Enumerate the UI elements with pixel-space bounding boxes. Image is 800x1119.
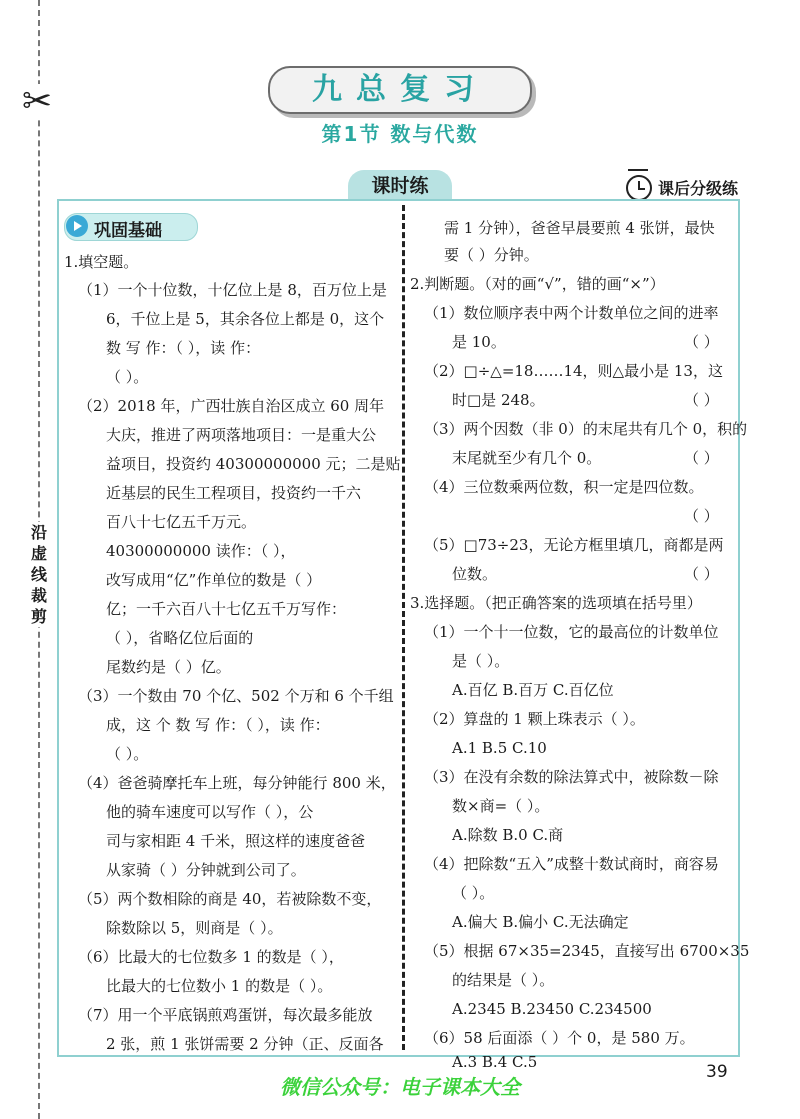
unit-title: 九总复习 bbox=[268, 66, 532, 114]
lesson-practice-tab: 课时练 bbox=[348, 170, 452, 200]
question-line: （2）算盘的 1 颗上珠表示（ ）。 bbox=[424, 710, 645, 728]
question-line: 他的骑车速度可以写作（ ），公 bbox=[106, 803, 314, 821]
question-line: 百八十七亿五千万元。 bbox=[106, 513, 257, 531]
question-line: 司与家相距 4 千米，照这样的速度爸爸 bbox=[106, 832, 366, 850]
question-line: （6）比最大的七位数多 1 的数是（ ）， bbox=[78, 948, 344, 966]
question-line: 数 写 作：（ ），读 作： bbox=[106, 339, 261, 357]
question-line: 比最大的七位数小 1 的数是（ ）。 bbox=[106, 977, 333, 995]
section-title: 第1节 数与代数 bbox=[321, 122, 479, 146]
question-line: 成，这 个 数 写 作：（ ），读 作： bbox=[106, 716, 330, 734]
question-line: （4）三位数乘两位数，积一定是四位数。 bbox=[424, 478, 704, 496]
question-line: 从家骑（ ）分钟就到公司了。 bbox=[106, 861, 306, 879]
question-line: （ ）。 bbox=[452, 884, 495, 902]
question-heading: 3.选择题。（把正确答案的选项填在括号里） bbox=[410, 594, 702, 612]
question-line: 亿；一千六百八十七亿五千万写作： bbox=[106, 600, 347, 618]
question-heading: 2.判断题。（对的画“√”，错的画“×”） bbox=[410, 275, 665, 293]
question-line: （6）58 后面添（ ）个 0，是 580 万。 bbox=[424, 1029, 695, 1047]
cut-text-char: 虚 bbox=[30, 544, 47, 563]
question-line: 2 张，煎 1 张饼需要 2 分钟（正、反面各 bbox=[106, 1035, 384, 1053]
question-line: （7）用一个平底锅煎鸡蛋饼，每次最多能放 bbox=[78, 1006, 373, 1024]
question-heading: 1.填空题。 bbox=[64, 253, 139, 271]
section-badge-label: 巩固基础 bbox=[94, 221, 162, 241]
question-line: 要（ ）分钟。 bbox=[444, 246, 539, 264]
page-number: 39 bbox=[706, 1062, 728, 1082]
question-line: 的结果是（ ）。 bbox=[452, 971, 555, 989]
cut-text-char: 沿 bbox=[30, 523, 47, 542]
cut-along-dashed-line-label bbox=[26, 522, 52, 627]
cut-text-char: 剪 bbox=[30, 607, 47, 626]
options-line: A.3 B.4 C.5 bbox=[452, 1053, 538, 1071]
question-line: （4）把除数“五入”成整十数试商时，商容易 bbox=[424, 855, 719, 873]
question-line: （4）爸爸骑摩托车上班，每分钟能行 800 米， bbox=[78, 774, 396, 792]
question-line: 是 10。 bbox=[452, 333, 506, 351]
options-line: A.2345 B.23450 C.234500 bbox=[452, 1000, 652, 1018]
question-line: 末尾就至少有几个 0。 bbox=[452, 449, 602, 467]
question-line: （ ）。 bbox=[106, 368, 149, 386]
question-line: （1）数位顺序表中两个计数单位之间的进率 bbox=[424, 304, 719, 322]
options-line: A.百亿 B.百万 C.百亿位 bbox=[452, 681, 614, 699]
question-line: （1）一个十位数，十亿位上是 8，百万位上是 bbox=[78, 281, 387, 299]
answer-bracket[interactable]: （ ） bbox=[684, 449, 719, 467]
graded-practice-label: 课后分级练 bbox=[658, 179, 739, 198]
question-line: （3）一个数由 70 个亿、502 个万和 6 个千组 bbox=[78, 687, 394, 705]
options-line: A.偏大 B.偏小 C.无法确定 bbox=[452, 913, 629, 931]
question-line: 大庆，推进了两项落地项目：一是重大公 bbox=[106, 426, 377, 444]
scissors-icon: ✂ bbox=[22, 81, 53, 122]
question-line: （5）□73÷23，无论方框里填几，商都是两 bbox=[424, 536, 724, 554]
footer-watermark: 微信公众号：电子课本大全 bbox=[280, 1075, 520, 1099]
cut-text-char: 线 bbox=[30, 565, 47, 584]
question-line: 是（ ）。 bbox=[452, 652, 510, 670]
question-line: （5）根据 67×35=2345，直接写出 6700×35 bbox=[424, 942, 750, 960]
answer-bracket[interactable]: （ ） bbox=[684, 507, 719, 525]
question-line: （1）一个十一位数，它的最高位的计数单位 bbox=[424, 623, 719, 641]
question-line: 位数。 bbox=[452, 565, 498, 583]
answer-bracket[interactable]: （ ） bbox=[684, 333, 719, 351]
cut-text-char: 裁 bbox=[30, 586, 47, 605]
question-line: 数×商=（ ）。 bbox=[452, 797, 550, 815]
answer-bracket[interactable]: （ ） bbox=[684, 565, 719, 583]
question-line: （ ）。 bbox=[106, 745, 149, 763]
question-line: （3）两个因数（非 0）的末尾共有几个 0，积的 bbox=[424, 420, 748, 438]
question-line: （2）□÷△=18……14，则△最小是 13，这 bbox=[424, 362, 723, 380]
question-line: 时□是 248。 bbox=[452, 391, 545, 409]
question-line: 需 1 分钟），爸爸早晨要煎 4 张饼，最快 bbox=[444, 219, 715, 237]
question-line: （3）在没有余数的除法算式中，被除数－除 bbox=[424, 768, 719, 786]
question-line: 尾数约是（ ）亿。 bbox=[106, 658, 231, 676]
question-line: 6，千位上是 5，其余各位上都是 0，这个 bbox=[106, 310, 385, 328]
question-line: 40300000000 读作：（ ）， bbox=[106, 542, 296, 560]
clock-icon bbox=[626, 175, 652, 201]
question-line: （5）两个数相除的商是 40，若被除数不变， bbox=[78, 890, 382, 908]
question-line: 改写成用“亿”作单位的数是（ ） bbox=[106, 571, 322, 589]
answer-bracket[interactable]: （ ） bbox=[684, 391, 719, 409]
options-line: A.1 B.5 C.10 bbox=[452, 739, 547, 757]
question-line: 益项目，投资约 40300000000 元；二是贴 bbox=[106, 455, 401, 473]
question-line: （ ），省略亿位后面的 bbox=[106, 629, 254, 647]
options-line: A.除数 B.0 C.商 bbox=[452, 826, 564, 844]
play-icon bbox=[66, 215, 88, 237]
column-divider bbox=[402, 205, 405, 1050]
question-line: 除数除以 5，则商是（ ）。 bbox=[106, 919, 283, 937]
question-line: 近基层的民生工程项目，投资约一千六 bbox=[106, 484, 362, 502]
question-line: （2）2018 年，广西壮族自治区成立 60 周年 bbox=[78, 397, 385, 415]
